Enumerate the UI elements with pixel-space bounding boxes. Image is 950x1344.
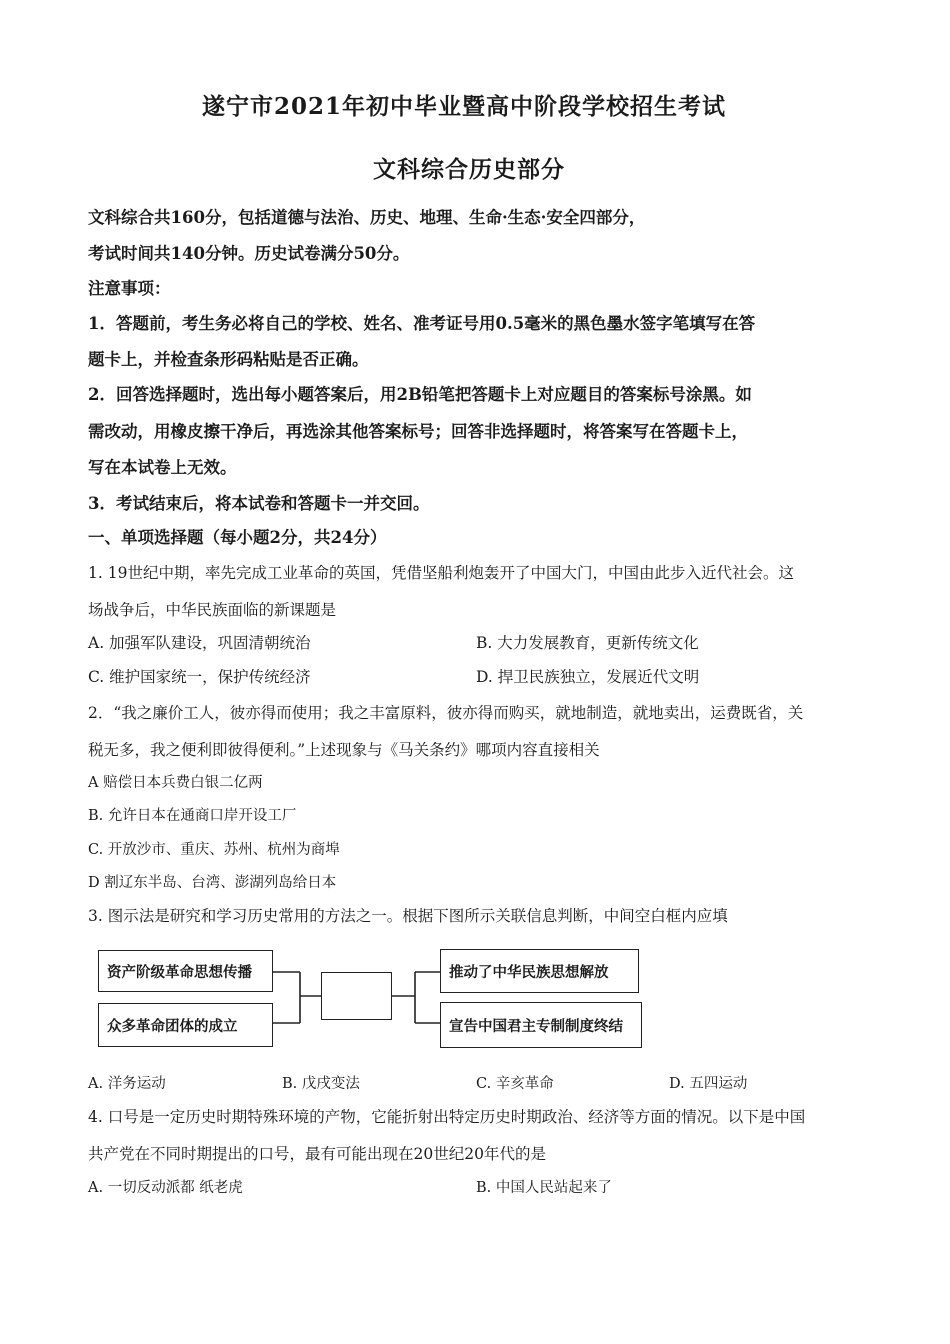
q2-stem-line-2: 税无多，我之便利即彼得便利。”上述现象与《马关条约》哪项内容直接相关	[88, 741, 600, 759]
q2-option-d: D 割辽东半岛、台湾、澎湖列岛给日本	[88, 875, 337, 891]
q4-option-a: A. 一切反动派都 纸老虎	[88, 1180, 243, 1196]
diagram-box-right-top: 推动了中华民族思想解放	[440, 949, 639, 993]
q1-stem-line-1: 1. 19世纪中期，率先完成工业革命的英国，凭借坚船利炮轰开了中国大门，中国由此步入近代社会。这	[88, 564, 794, 582]
q4-option-b: B. 中国人民站起来了	[476, 1180, 612, 1196]
q2-option-a: A 赔偿日本兵费白银二亿两	[88, 775, 263, 791]
section-1-heading: 一、单项选择题（每小题2分，共24分）	[88, 528, 387, 547]
q1-option-b: B. 大力发展教育，更新传统文化	[476, 634, 699, 652]
notes-heading: 注意事项：	[88, 279, 171, 298]
q1-option-a: A. 加强军队建设，巩固清朝统治	[88, 634, 311, 652]
q3-stem-line-1: 3. 图示法是研究和学习历史常用的方法之一。根据下图所示关联信息判断，中间空白框内应填	[88, 907, 728, 925]
q2-option-b: B. 允许日本在通商口岸开设工厂	[88, 808, 297, 824]
diagram-box-center-blank	[321, 972, 392, 1020]
q3-option-d: D. 五四运动	[669, 1076, 748, 1092]
q1-option-d: D. 捍卫民族独立，发展近代文明	[476, 668, 700, 686]
q1-option-c: C. 维护国家统一，保护传统经济	[88, 668, 311, 686]
q4-stem-line-1: 4. 口号是一定历史时期特殊环境的产物，它能折射出特定历史时期政治、经济等方面的情况。以下是中国	[88, 1108, 806, 1126]
note-3: 3．考试结束后，将本试卷和答题卡一并交回。	[88, 494, 430, 513]
note-1-line-2: 题卡上，并检查条形码粘贴是否正确。	[88, 350, 369, 369]
exam-title: 遂宁市2021年初中毕业暨高中阶段学校招生考试	[202, 93, 727, 120]
note-2-line-2: 需改动，用橡皮擦干净后，再选涂其他答案标号；回答非选择题时，将答案写在答题卡上，	[88, 422, 748, 441]
q4-stem-line-2: 共产党在不同时期提出的口号，最有可能出现在20世纪20年代的是	[88, 1145, 546, 1163]
q3-option-a: A. 洋务运动	[88, 1076, 166, 1092]
q3-option-c: C. 辛亥革命	[476, 1076, 554, 1092]
note-2-line-1: 2．回答选择题时，选出每小题答案后，用2B铅笔把答题卡上对应题目的答案标号涂黑。如	[88, 385, 752, 404]
q1-stem-line-2: 场战争后，中华民族面临的新课题是	[88, 601, 337, 619]
diagram-box-left-bottom: 众多革命团体的成立	[98, 1003, 273, 1047]
diagram-box-left-top: 资产阶级革命思想传播	[98, 950, 273, 992]
q3-option-b: B. 戊戌变法	[282, 1076, 360, 1092]
diagram-box-right-bottom: 宣告中国君主专制制度终结	[440, 1002, 642, 1048]
note-2-line-3: 写在本试卷上无效。	[88, 458, 237, 477]
intro-line-2: 考试时间共140分钟。历史试卷满分50分。	[88, 244, 410, 263]
intro-line-1: 文科综合共160分，包括道德与法治、历史、地理、生命·生态·安全四部分，	[88, 208, 646, 227]
exam-subtitle: 文科综合历史部分	[373, 156, 565, 183]
q2-stem-line-1: 2．“我之廉价工人，彼亦得而使用；我之丰富原料，彼亦得而购买，就地制造，就地卖出，运费既省，关	[88, 704, 804, 722]
note-1-line-1: 1．答题前，考生务必将自己的学校、姓名、准考证号用0.5毫米的黑色墨水签字笔填写在答	[88, 314, 756, 333]
q2-option-c: C. 开放沙市、重庆、苏州、杭州为商埠	[88, 842, 340, 858]
